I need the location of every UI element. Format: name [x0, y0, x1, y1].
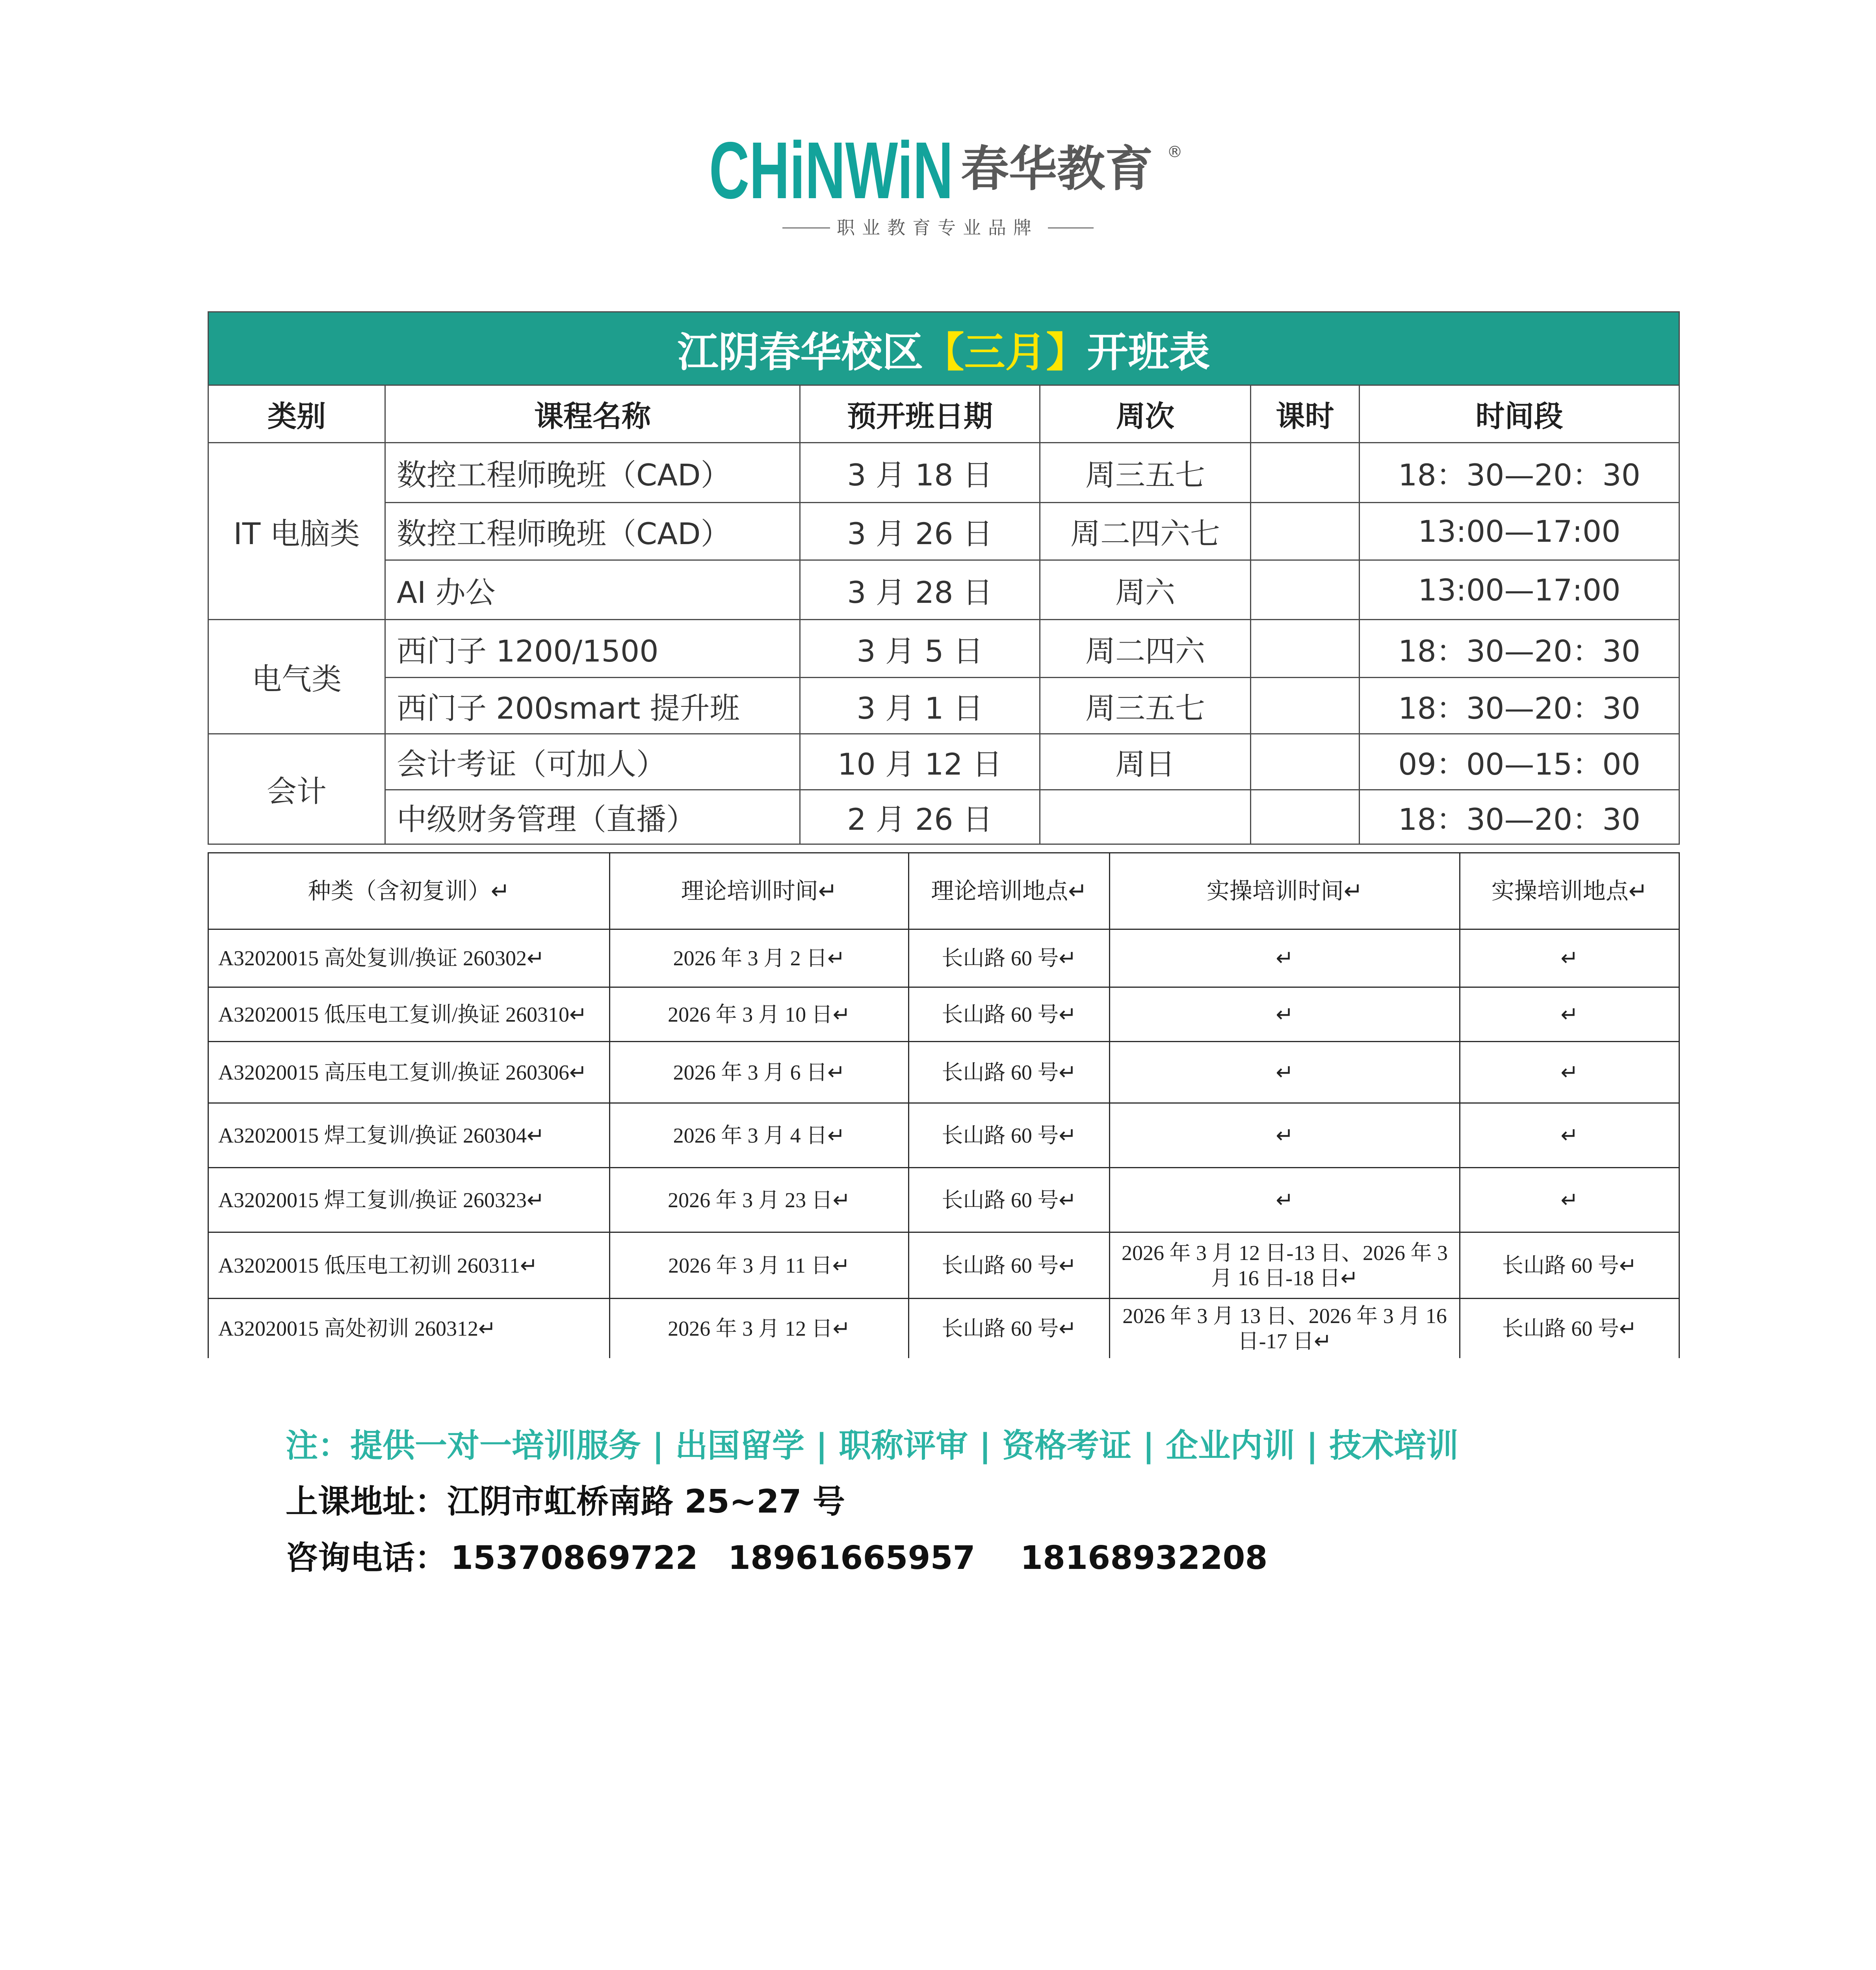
start-date: 10 月 12 日 [800, 734, 1040, 790]
table-row [208, 503, 1679, 560]
training-type: A32020015 高压电工复训/换证 260306↵ [208, 1042, 610, 1103]
training-type: A32020015 低压电工初训 260311↵ [208, 1232, 610, 1299]
weekdays: 周日 [1040, 734, 1251, 790]
start-date: 3 月 26 日 [800, 503, 1040, 560]
theory-time: 2026 年 3 月 11 日↵ [610, 1232, 909, 1299]
theory-place: 长山路 60 号↵ [909, 1299, 1110, 1358]
course-name: 中级财务管理（直播） [385, 790, 800, 844]
class-hours [1251, 790, 1360, 844]
brand-logo-chinese: 春华教育 [961, 141, 1153, 197]
theory-time: 2026 年 3 月 10 日↵ [610, 987, 909, 1042]
title-prefix: 江阴春华校区 [677, 328, 923, 376]
title-suffix: 开班表 [1087, 328, 1210, 376]
schedule-title [208, 312, 1679, 385]
table-row [208, 1042, 1679, 1103]
safety-training-table [208, 852, 1680, 1358]
header-practice-time: 实操培训时间↵ [1110, 853, 1460, 929]
phone-number: 18168932208 [1020, 1539, 1268, 1577]
training-header-row [208, 853, 1679, 929]
table-row [208, 620, 1679, 678]
time-slot: 18：30—20：30 [1360, 790, 1679, 844]
start-date: 3 月 18 日 [800, 443, 1040, 503]
schedule-header-row [208, 385, 1679, 443]
practice-time: ↵ [1110, 1168, 1460, 1232]
class-hours [1251, 443, 1360, 503]
training-type: A32020015 焊工复训/换证 260304↵ [208, 1103, 610, 1168]
course-name: 西门子 200smart 提升班 [385, 678, 800, 734]
class-hours [1251, 503, 1360, 560]
time-slot: 18：30—20：30 [1360, 443, 1679, 503]
tagline-left-rule [782, 227, 830, 229]
category-cell: 电气类 [208, 620, 385, 734]
class-hours [1251, 734, 1360, 790]
theory-time: 2026 年 3 月 2 日↵ [610, 929, 909, 987]
phone-line [286, 1539, 1310, 1578]
category-cell: IT 电脑类 [208, 443, 385, 620]
theory-time: 2026 年 3 月 12 日↵ [610, 1299, 909, 1358]
theory-time: 2026 年 3 月 23 日↵ [610, 1168, 909, 1232]
phone-number: 15370869722 [451, 1539, 698, 1577]
class-schedule-table [208, 311, 1680, 845]
training-type: A32020015 焊工复训/换证 260323↵ [208, 1168, 610, 1232]
category-cell: 会计 [208, 734, 385, 844]
weekdays: 周二四六 [1040, 620, 1251, 678]
header-course: 课程名称 [385, 385, 800, 443]
table-row [208, 1299, 1679, 1358]
class-hours [1251, 620, 1360, 678]
practice-time: ↵ [1110, 987, 1460, 1042]
brand-tagline: 职业教育专业品牌 [837, 217, 1038, 238]
weekdays: 周六 [1040, 560, 1251, 620]
theory-time: 2026 年 3 月 6 日↵ [610, 1042, 909, 1103]
start-date: 2 月 26 日 [800, 790, 1040, 844]
table-row [208, 1103, 1679, 1168]
weekdays: 周三五七 [1040, 678, 1251, 734]
header-category: 类别 [208, 385, 385, 443]
theory-place: 长山路 60 号↵ [909, 987, 1110, 1042]
phone-label: 咨询电话： [286, 1539, 448, 1577]
practice-time: ↵ [1110, 1103, 1460, 1168]
theory-place: 长山路 60 号↵ [909, 929, 1110, 987]
table-row [208, 1168, 1679, 1232]
course-name: 数控工程师晚班（CAD） [385, 443, 800, 503]
course-name: AI 办公 [385, 560, 800, 620]
practice-place: 长山路 60 号↵ [1460, 1232, 1679, 1299]
table-row [208, 1232, 1679, 1299]
practice-place: 长山路 60 号↵ [1460, 1299, 1679, 1358]
start-date: 3 月 5 日 [800, 620, 1040, 678]
phone-number: 18961665957 [728, 1539, 975, 1577]
practice-place: ↵ [1460, 1103, 1679, 1168]
practice-place: ↵ [1460, 1042, 1679, 1103]
header-start-date: 预开班日期 [800, 385, 1040, 443]
header-theory-time: 理论培训时间↵ [610, 853, 909, 929]
training-type: A32020015 高处初训 260312↵ [208, 1299, 610, 1358]
table-row [208, 987, 1679, 1042]
address-value: 江阴市虹桥南路 25~27 号 [447, 1483, 845, 1520]
address-label: 上课地址： [286, 1483, 448, 1520]
practice-place: ↵ [1460, 987, 1679, 1042]
address-line [286, 1482, 845, 1522]
time-slot: 18：30—20：30 [1360, 678, 1679, 734]
time-slot: 09：00—15：00 [1360, 734, 1679, 790]
brand-logo-english: CHiNWiN [709, 125, 953, 216]
practice-time: 2026 年 3 月 13 日、2026 年 3 月 16 日-17 日↵ [1110, 1299, 1460, 1358]
schedule-title-row [208, 312, 1679, 385]
tagline-right-rule [1048, 227, 1094, 229]
theory-place: 长山路 60 号↵ [909, 1103, 1110, 1168]
table-row [208, 443, 1679, 503]
course-name: 会计考证（可加人） [385, 734, 800, 790]
class-hours [1251, 560, 1360, 620]
class-hours [1251, 678, 1360, 734]
title-month-highlight: 【三月】 [923, 328, 1087, 376]
theory-time: 2026 年 3 月 4 日↵ [610, 1103, 909, 1168]
table-row [208, 790, 1679, 844]
training-type: A32020015 高处复训/换证 260302↵ [208, 929, 610, 987]
start-date: 3 月 1 日 [800, 678, 1040, 734]
table-row [208, 560, 1679, 620]
practice-time: 2026 年 3 月 12 日-13 日、2026 年 3 月 16 日-18 日↵ [1110, 1232, 1460, 1299]
time-slot: 18：30—20：30 [1360, 620, 1679, 678]
practice-place: ↵ [1460, 1168, 1679, 1232]
theory-place: 长山路 60 号↵ [909, 1042, 1110, 1103]
training-type: A32020015 低压电工复训/换证 260310↵ [208, 987, 610, 1042]
weekdays: 周三五七 [1040, 443, 1251, 503]
weekdays [1040, 790, 1251, 844]
practice-time: ↵ [1110, 1042, 1460, 1103]
registered-mark: ® [1167, 143, 1183, 161]
weekdays: 周二四六七 [1040, 503, 1251, 560]
header-time: 时间段 [1360, 385, 1679, 443]
header-hours: 课时 [1251, 385, 1360, 443]
practice-time: ↵ [1110, 929, 1460, 987]
table-row [208, 929, 1679, 987]
practice-place: ↵ [1460, 929, 1679, 987]
header-practice-place: 实操培训地点↵ [1460, 853, 1679, 929]
header-weekdays: 周次 [1040, 385, 1251, 443]
services-note: 注：提供一对一培训服务 | 出国留学 | 职称评审 | 资格考证 | 企业内训 | 技术培训 [286, 1427, 1459, 1464]
theory-place: 长山路 60 号↵ [909, 1168, 1110, 1232]
course-name: 西门子 1200/1500 [385, 620, 800, 678]
theory-place: 长山路 60 号↵ [909, 1232, 1110, 1299]
time-slot: 13:00—17:00 [1360, 560, 1679, 620]
table-row [208, 678, 1679, 734]
time-slot: 13:00—17:00 [1360, 503, 1679, 560]
table-row [208, 734, 1679, 790]
course-name: 数控工程师晚班（CAD） [385, 503, 800, 560]
header-training-type: 种类（含初复训）↵ [208, 853, 610, 929]
header-theory-place: 理论培训地点↵ [909, 853, 1110, 929]
start-date: 3 月 28 日 [800, 560, 1040, 620]
